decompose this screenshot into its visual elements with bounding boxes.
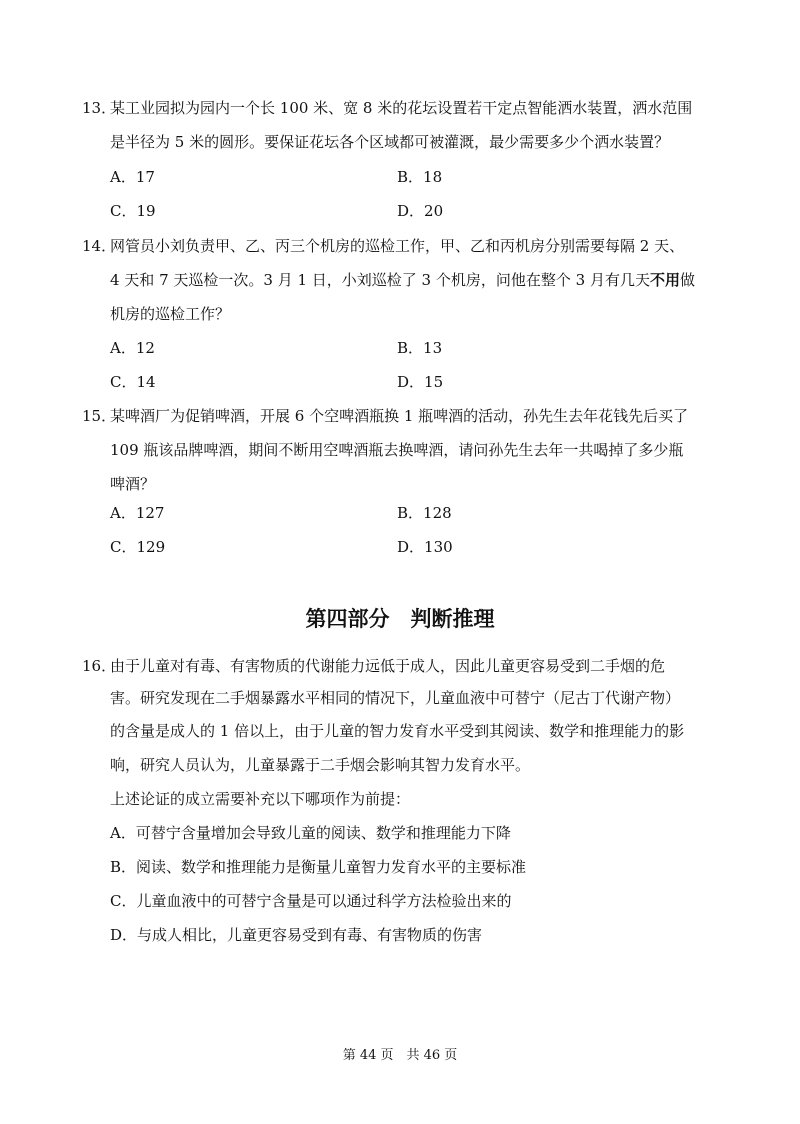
- question-prompt: 上述论证的成立需要补充以下哪项作为前提：: [110, 790, 411, 808]
- question-text-line: 网管员小刘负责甲、乙、丙三个机房的巡检工作，甲、乙和丙机房分别需要每隔 2 天、: [110, 237, 685, 255]
- question-text-line: 是半径为 5 米的圆形。要保证花坛各个区域都可被灌溉，最少需要多少个洒水装置？: [110, 133, 670, 151]
- option-b: B．阅读、数学和推理能力是衡量儿童智力发育水平的主要标准: [110, 858, 527, 876]
- question-text-line: 某工业园拟为园内一个长 100 米、宽 8 米的花坛设置若干定点智能洒水装置，洒水范围: [110, 99, 693, 117]
- section-title: 第四部分 判断推理: [305, 607, 495, 631]
- question-text-line: 由于儿童对有毒、有害物质的代谢能力远低于成人，因此儿童更容易受到二手烟的危: [110, 657, 666, 675]
- question-text-line: 啤酒？: [110, 475, 156, 493]
- option-d: D．与成人相比，儿童更容易受到有毒、有害物质的伤害: [110, 926, 483, 944]
- option-a: A．17: [110, 168, 155, 186]
- question-text-line: 某啤酒厂为促销啤酒，开展 6 个空啤酒瓶换 1 瓶啤酒的活动，孙先生去年花钱先后买了: [110, 407, 689, 425]
- option-b: B．13: [397, 339, 443, 357]
- option-c: C．儿童血液中的可替宁含量是可以通过科学方法检验出来的: [110, 892, 512, 910]
- question-number: 14．: [82, 237, 117, 255]
- page-footer: 第 44 页 共 46 页: [342, 1048, 458, 1063]
- question-text-line: 响，研究人员认为，儿童暴露于二手烟会影响其智力发育水平。: [110, 756, 531, 774]
- emphasis-text: 不用: [649, 271, 680, 289]
- option-b: B．128: [397, 504, 452, 522]
- option-d: D．20: [397, 202, 444, 220]
- option-a: A．12: [110, 339, 155, 357]
- question-number: 16．: [82, 657, 117, 675]
- question-text-line: 害。研究发现在二手烟暴露水平相同的情况下，儿童血液中可替宁（尼古丁代谢产物）: [110, 689, 681, 707]
- question-text-line: [110, 270, 695, 290]
- question-number: 13．: [82, 99, 117, 117]
- option-d: D．130: [397, 538, 453, 556]
- question-number: 15．: [82, 407, 117, 425]
- question-text-line: 的含量是成人的 1 倍以上，由于儿童的智力发育水平受到其阅读、数学和推理能力的影: [110, 722, 685, 740]
- option-c: C．14: [110, 373, 156, 391]
- option-d: D．15: [397, 373, 444, 391]
- option-a: A．127: [110, 504, 165, 522]
- text-segment: 4 天和 7 天巡检一次。3 月 1 日，小刘巡检了 3 个机房，问他在整个 3 月有几天: [110, 271, 650, 289]
- text-segment: 做: [679, 271, 695, 289]
- option-c: C．19: [110, 202, 156, 220]
- option-a: A．可替宁含量增加会导致儿童的阅读、数学和推理能力下降: [110, 824, 511, 842]
- option-b: B．18: [397, 168, 443, 186]
- question-text-line: 109 瓶该品牌啤酒，期间不断用空啤酒瓶去换啤酒，请问孙先生去年一共喝掉了多少瓶: [110, 441, 684, 459]
- question-text-line: 机房的巡检工作？: [110, 305, 231, 323]
- option-c: C．129: [110, 538, 166, 556]
